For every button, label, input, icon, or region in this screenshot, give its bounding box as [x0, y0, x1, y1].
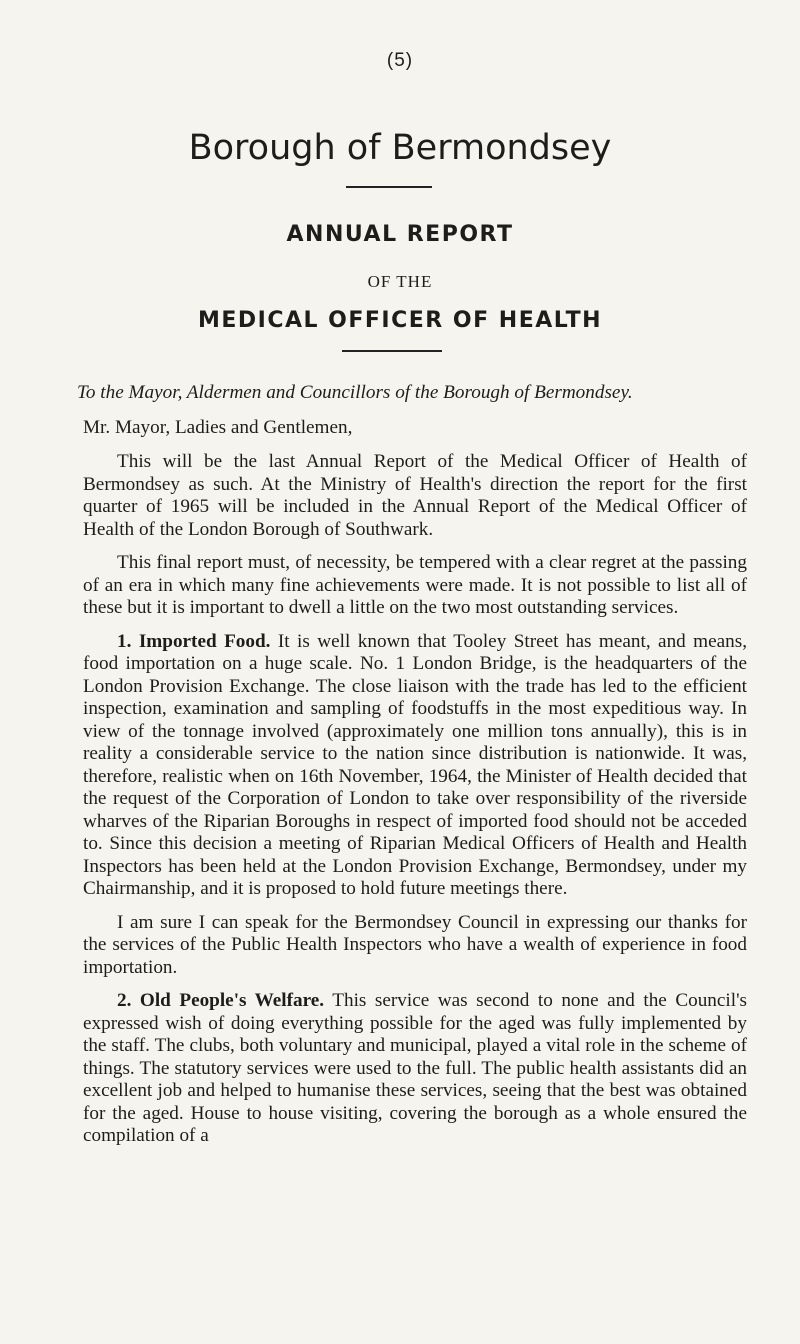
letter-salutation: Mr. Mayor, Ladies and Gentlemen,	[83, 416, 353, 438]
page-title: Borough of Bermondsey	[188, 128, 612, 168]
page-number: (5)	[386, 50, 414, 71]
paragraph-old-peoples-welfare	[83, 990, 747, 1148]
heading-divider	[342, 350, 442, 352]
paragraph-final-report-notice: This will be the last Annual Report of the Medical Officer of Health of Bermondsey as such. At the Ministry of Health's direction the report for the first quarter of 1965 will be included in the Annual Report of the Medical Officer of Health of the London Borough of Southwark.	[83, 451, 747, 540]
title-divider	[346, 186, 432, 188]
letter-addressee: To the Mayor, Aldermen and Councillors of the Borough of Bermondsey.	[77, 382, 633, 403]
paragraph-old-peoples-welfare-text: This service was second to none and the Council's expressed wish of doing everything possible for the aged was fully implemented by the staff. The clubs, both voluntary and municipal, played a vital role in the scheme of things. The statutory services were used to the full. The public health assistants did an excellent job and helped to humanise these services, seeing that the best was obtained for the aged. House to house visiting, covering the borough as a whole ensured the compilation of a	[83, 990, 747, 1146]
letter-body	[77, 382, 748, 1159]
report-heading-connector: OF THE	[367, 272, 433, 291]
section-heading-old-peoples-welfare: 2. Old People's Welfare.	[117, 990, 325, 1011]
report-heading: ANNUAL REPORT	[286, 222, 514, 247]
report-subheading: MEDICAL OFFICER OF HEALTH	[197, 308, 603, 333]
paragraph-imported-food-text: It is well known that Tooley Street has meant, and means, food importation on a huge scale. No. 1 London Bridge, is the headquarters of the London Provision Exchange. The close liaison with the trade has led to the efficient inspection, examination and sampling of foodstuffs in the most expeditious way. In view of the tonnage involved (approximately one million tons annually), this is in reality a considerable service to the nation since distribution is nationwide. It was, therefore, realistic when on 16th November, 1964, the Minister of Health decided that the request of the Corporation of London to take over responsibility of the riverside wharves of the Riparian Boroughs in respect of imported food should not be acceded to. Since this decision a meeting of Riparian Medical Officers of Health and Health Inspectors has been held at the London Provision Exchange, Bermondsey, under my Chairmanship, and it is proposed to hold future meetings there.	[83, 630, 748, 899]
section-heading-imported-food: 1. Imported Food.	[117, 630, 271, 652]
paragraph-thanks-inspectors: I am sure I can speak for the Bermondsey Council in expressing our thanks for the services of the Public Health Inspectors who have a wealth of experience in food importation.	[83, 911, 747, 978]
paragraph-end-of-era: This final report must, of necessity, be tempered with a clear regret at the passing of an era in which many fine achievements were made. It is not possible to list all of these but it is important to dwell a little on the two most outstanding services.	[83, 552, 747, 618]
paragraph-imported-food	[83, 631, 747, 901]
